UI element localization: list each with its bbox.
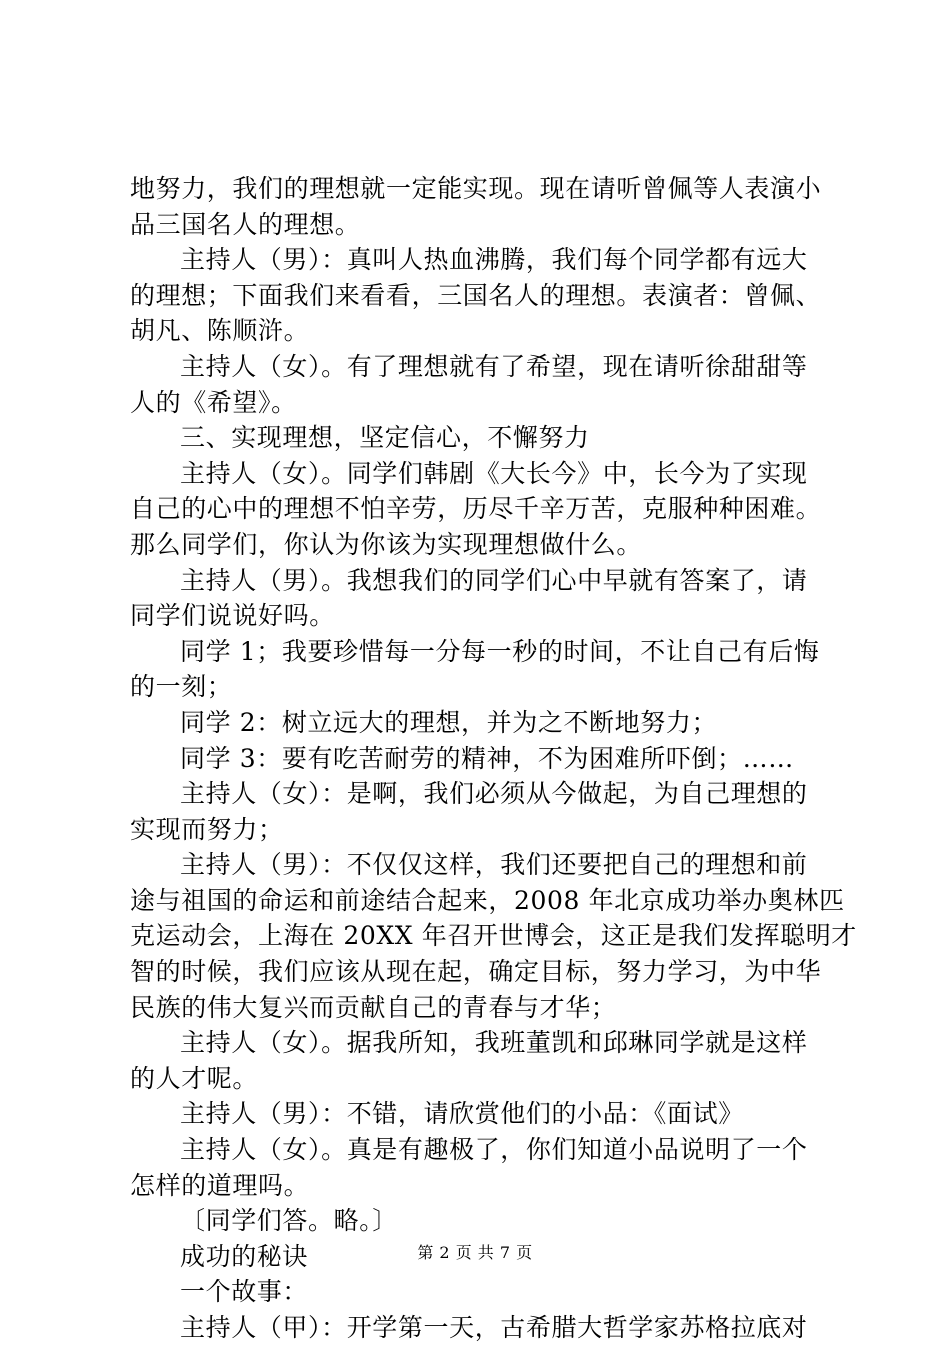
text-line: 实现而努力； — [130, 814, 284, 844]
text-line: 民族的伟大复兴而贡献自己的青春与才华； — [130, 992, 617, 1022]
document-body — [130, 171, 857, 1346]
text-line: 的人才呢。 — [130, 1063, 259, 1093]
text-line: 主持人（女）：是啊，我们必须从今做起，为自己理想的 — [180, 779, 808, 809]
text-line: 的理想；下面我们来看看，三国名人的理想。表演者：曾佩、 — [130, 280, 822, 310]
text-line: 那么同学们，你认为你该为实现理想做什么。 — [130, 529, 643, 559]
text-line: 怎样的道理吗。 — [130, 1170, 310, 1200]
text-line: 智的时候，我们应该从现在起，确定目标，努力学习，为中华 — [130, 957, 822, 987]
text-line: 主持人（女）。真是有趣极了，你们知道小品说明了一个 — [180, 1135, 808, 1165]
text-line: 主持人（女）。有了理想就有了希望，现在请听徐甜甜等 — [180, 351, 808, 381]
text-line: 自己的心中的理想不怕辛劳，历尽千辛万苦，克服种种困难。 — [130, 494, 822, 524]
text-line: 胡凡、陈顺浒。 — [130, 316, 310, 346]
text-line: 地努力，我们的理想就一定能实现。现在请听曾佩等人表演小 — [130, 174, 822, 203]
text-line: 主持人（女）。据我所知，我班董凯和邱琳同学就是这样 — [180, 1028, 808, 1058]
page-number-footer: 第 2 页 共 7 页 — [417, 1243, 533, 1262]
text-line: 〔同学们答。略。〕 — [180, 1206, 398, 1236]
text-line: 品三国名人的理想。 — [130, 209, 361, 239]
text-line: 主持人（甲）：开学第一天，古希腊大哲学家苏格拉底对 — [180, 1313, 808, 1342]
text-line: 主持人（男）。我想我们的同学们心中早就有答案了，请 — [180, 565, 808, 595]
text-line: 克运动会，上海在 20XX 年召开世博会，这正是我们发挥聪明才 — [130, 921, 857, 951]
text-line: 主持人（男）：真叫人热血沸腾，我们每个同学都有远大 — [180, 245, 808, 275]
text-line: 一个故事： — [180, 1277, 309, 1307]
text-line: 同学 3：要有吃苦耐劳的精神，不为困难所吓倒；…… — [180, 743, 794, 773]
text-line: 主持人（男）：不错，请欣赏他们的小品：《面试》 — [180, 1099, 744, 1129]
text-line: 同学 1；我要珍惜每一分每一秒的时间，不让自己有后悔 — [180, 636, 820, 666]
text-line: 人的《希望》。 — [130, 387, 297, 417]
text-line: 的一刻； — [130, 672, 233, 702]
text-line: 主持人（男）：不仅仅这样，我们还要把自己的理想和前 — [180, 850, 808, 880]
text-line: 途与祖国的命运和前途结合起来，2008 年北京成功举办奥林匹 — [130, 885, 845, 915]
text-line: 同学 2：树立远大的理想，并为之不断地努力； — [180, 707, 718, 737]
section-heading: 三、实现理想，坚定信心，不懈努力 — [180, 423, 590, 453]
section-heading: 成功的秘诀 — [180, 1241, 309, 1271]
text-line: 同学们说说好吗。 — [130, 601, 335, 631]
text-line: 主持人（女）。同学们韩剧《大长今》中，长今为了实现 — [180, 458, 808, 488]
